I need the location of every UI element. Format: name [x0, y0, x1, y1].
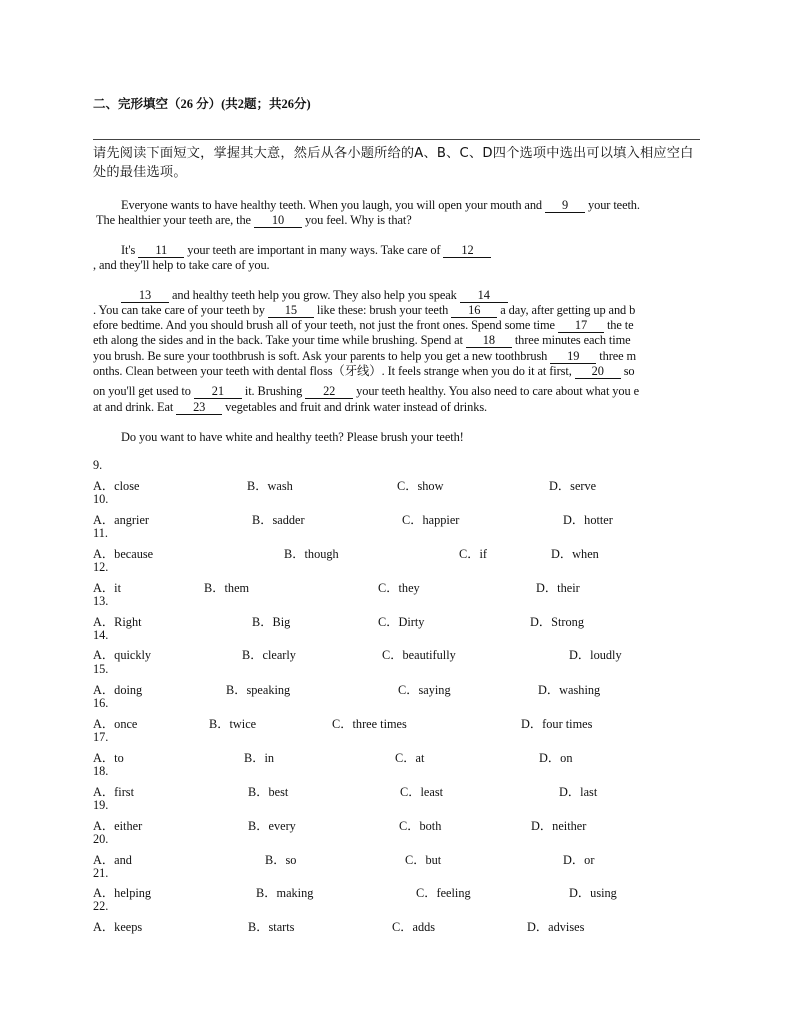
option-a[interactable]: A．once — [93, 717, 138, 731]
option-a[interactable]: A．close — [93, 479, 140, 493]
option-a[interactable]: A．either — [93, 819, 143, 833]
question-number: 22. — [93, 899, 109, 913]
passage-line: you brush. Be sure your toothbrush is soft. Ask your parents to help you get a new toothbrush 19 three m — [93, 349, 637, 363]
question-number: 16. — [93, 696, 109, 710]
option-b[interactable]: B．best — [248, 785, 289, 799]
option-c[interactable]: C．adds — [392, 920, 436, 934]
option-b[interactable]: B．in — [244, 751, 275, 765]
option-a[interactable]: A．helping — [93, 886, 152, 900]
option-d[interactable]: D．Strong — [530, 615, 584, 629]
option-b[interactable]: B．making — [256, 886, 314, 900]
question-number: 18. — [93, 764, 109, 778]
option-d[interactable]: D．on — [539, 751, 573, 765]
option-c[interactable]: C．feeling — [416, 886, 471, 900]
question-number: 9. — [93, 458, 103, 472]
blank-16: 16 — [451, 304, 497, 318]
option-b[interactable]: B．Big — [252, 615, 291, 629]
blank-11: 11 — [138, 244, 184, 258]
question-number: 21. — [93, 866, 109, 880]
option-b[interactable]: B．starts — [248, 920, 295, 934]
passage-line: It's 11 your teeth are important in many ways. Take care of 12 — [121, 243, 491, 259]
divider — [93, 139, 700, 140]
blank-23: 23 — [176, 401, 222, 415]
option-d[interactable]: D．serve — [549, 479, 597, 493]
passage-line: eth along the sides and in the back. Take your time while brushing. Spend at 18 three minutes each time — [93, 333, 631, 347]
question-number: 15. — [93, 662, 109, 676]
option-c[interactable]: C．both — [399, 819, 442, 833]
question-number: 14. — [93, 628, 109, 642]
option-b[interactable]: B．clearly — [242, 648, 296, 662]
option-a[interactable]: A．keeps — [93, 920, 143, 934]
option-d[interactable]: D．four times — [521, 717, 593, 731]
passage-line: , and they'll help to take care of you. — [93, 258, 270, 272]
option-b[interactable]: B．wash — [247, 479, 293, 493]
option-a[interactable]: A．because — [93, 547, 154, 561]
option-b[interactable]: B．though — [284, 547, 339, 561]
question-number: 12. — [93, 560, 109, 574]
option-a[interactable]: A．first — [93, 785, 134, 799]
option-b[interactable]: B．every — [248, 819, 296, 833]
question-number: 20. — [93, 832, 109, 846]
option-d[interactable]: D．when — [551, 547, 599, 561]
option-d[interactable]: D．loudly — [569, 648, 622, 662]
blank-12: 12 — [443, 244, 491, 258]
section-title: 二、完形填空（26 分）(共2题；共26分) — [93, 97, 311, 111]
passage-line: Do you want to have white and healthy teeth? Please brush your teeth! — [121, 430, 464, 444]
blank-21: 21 — [194, 385, 242, 399]
blank-15: 15 — [268, 304, 314, 318]
option-a[interactable]: A．Right — [93, 615, 142, 629]
passage-line: efore bedtime. And you should brush all of your teeth, not just the front ones. Spend some time 17 the te — [93, 318, 634, 332]
blank-22: 22 — [305, 385, 353, 399]
option-c[interactable]: C．happier — [402, 513, 460, 527]
blank-9: 9 — [545, 199, 585, 213]
blank-17: 17 — [558, 319, 604, 333]
option-a[interactable]: A．doing — [93, 683, 143, 697]
option-c[interactable]: C．beautifully — [382, 648, 456, 662]
option-b[interactable]: B．sadder — [252, 513, 305, 527]
option-d[interactable]: D．hotter — [563, 513, 613, 527]
option-b[interactable]: B．twice — [209, 717, 257, 731]
passage-line: . You can take care of your teeth by 15 like these: brush your teeth 16 a day, after getting up and b — [93, 303, 636, 317]
option-c[interactable]: C．three times — [332, 717, 407, 731]
option-c[interactable]: C．if — [459, 547, 488, 561]
option-c[interactable]: C．at — [395, 751, 425, 765]
option-c[interactable]: C．but — [405, 853, 442, 867]
option-c[interactable]: C．they — [378, 581, 420, 595]
option-b[interactable]: B．so — [265, 853, 297, 867]
option-a[interactable]: A．and — [93, 853, 132, 867]
passage-line: The healthier your teeth are, the 10 you feel. Why is that? — [96, 213, 412, 227]
passage-line: Everyone wants to have healthy teeth. When you laugh, you will open your mouth and 9 your teeth. — [121, 198, 640, 212]
option-d[interactable]: D．or — [563, 853, 595, 867]
blank-10: 10 — [254, 214, 302, 228]
option-a[interactable]: A．it — [93, 581, 122, 595]
option-b[interactable]: B．them — [204, 581, 250, 595]
passage-line: on you'll get used to 21 it. Brushing 22 your teeth healthy. You also need to care about what you e — [93, 384, 639, 398]
option-d[interactable]: D．their — [536, 581, 580, 595]
option-c[interactable]: C．saying — [398, 683, 451, 697]
passage-line: 13 and healthy teeth help you grow. They also help you speak 14 — [121, 288, 508, 304]
option-d[interactable]: D．last — [559, 785, 598, 799]
question-number: 13. — [93, 594, 109, 608]
passage-line: onths. Clean between your teeth with dental floss（牙线）. It feels strange when you do it at first, 20 so — [93, 364, 635, 378]
option-a[interactable]: A．angrier — [93, 513, 149, 527]
option-c[interactable]: C．least — [400, 785, 444, 799]
blank-14: 14 — [460, 289, 508, 303]
blank-18: 18 — [466, 334, 512, 348]
option-d[interactable]: D．advises — [527, 920, 585, 934]
blank-19: 19 — [550, 350, 596, 364]
instruction-text: 请先阅读下面短文，掌握其大意，然后从各小题所给的A、B、C、D四个选项中选出可以填入相应空白处的最佳选项。 — [93, 146, 694, 180]
question-number: 11. — [93, 526, 108, 540]
option-d[interactable]: D．neither — [531, 819, 587, 833]
passage-line: at and drink. Eat 23 vegetables and fruit and drink water instead of drinks. — [93, 400, 488, 414]
blank-20: 20 — [575, 365, 621, 379]
option-b[interactable]: B．speaking — [226, 683, 291, 697]
question-number: 17. — [93, 730, 109, 744]
question-number: 10. — [93, 492, 109, 506]
option-d[interactable]: D．washing — [538, 683, 601, 697]
question-number: 19. — [93, 798, 109, 812]
option-a[interactable]: A．to — [93, 751, 124, 765]
option-d[interactable]: D．using — [569, 886, 617, 900]
option-c[interactable]: C．Dirty — [378, 615, 425, 629]
option-a[interactable]: A．quickly — [93, 648, 152, 662]
option-c[interactable]: C．show — [397, 479, 444, 493]
blank-13: 13 — [121, 289, 169, 303]
